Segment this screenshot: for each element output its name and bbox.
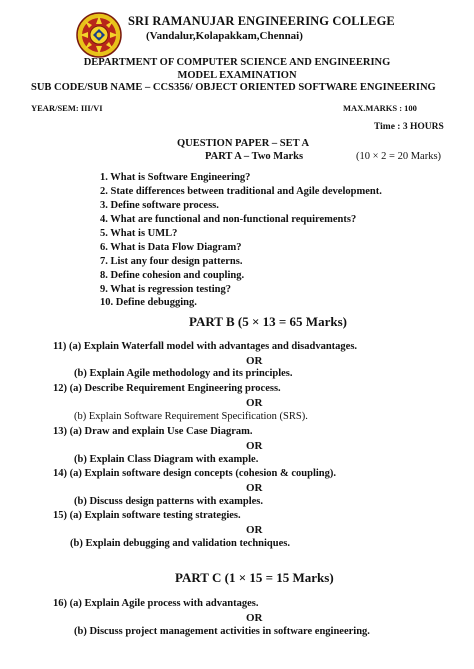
subject-line: SUB CODE/SUB NAME – CCS356/ OBJECT ORIENTED SOFTWARE ENGINEERING: [31, 82, 436, 93]
or-separator: OR: [246, 440, 263, 452]
college-address: (Vandalur,Kolapakkam,Chennai): [146, 30, 303, 42]
part-c-question: (b) Discuss project management activities in software engineering.: [74, 626, 370, 637]
college-logo: [76, 12, 122, 58]
exam-time: Time : 3 HOURS: [374, 122, 444, 132]
part-b-question: (b) Explain Software Requirement Specification (SRS).: [74, 411, 308, 422]
part-a-question: 5. What is UML?: [100, 228, 178, 239]
part-a-question: 8. Define cohesion and coupling.: [100, 270, 245, 281]
department-title: DEPARTMENT OF COMPUTER SCIENCE AND ENGINEERING: [83, 57, 391, 68]
question-paper-set: QUESTION PAPER – SET A: [177, 138, 310, 149]
or-separator: OR: [246, 612, 263, 624]
part-b-question: 11) (a) Explain Waterfall model with advantages and disadvantages.: [53, 341, 358, 352]
part-a-question: 4. What are functional and non-functional requirements?: [100, 214, 357, 225]
part-b-question: 12) (a) Describe Requirement Engineering process.: [53, 383, 281, 394]
max-marks: MAX.MARKS : 100: [343, 103, 417, 113]
part-c-title: PART C (1 × 15 = 15 Marks): [175, 570, 334, 585]
part-a-question: 2. State differences between traditional and Agile development.: [100, 186, 382, 197]
part-a-question: 6. What is Data Flow Diagram?: [100, 242, 242, 253]
part-b-question: (b) Explain debugging and validation techniques.: [70, 538, 290, 549]
exam-title: MODEL EXAMINATION: [177, 70, 297, 81]
part-b-question: 13) (a) Draw and explain Use Case Diagram.: [53, 426, 253, 437]
part-a-question: 10. Define debugging.: [100, 297, 197, 308]
part-b-question: 14) (a) Explain software design concepts (cohesion & coupling).: [53, 468, 337, 479]
or-separator: OR: [246, 397, 263, 409]
part-a-title: PART A – Two Marks: [205, 151, 304, 162]
part-b-question: (b) Explain Class Diagram with example.: [74, 454, 259, 465]
college-name: SRI RAMANUJAR ENGINEERING COLLEGE: [128, 14, 395, 28]
part-a-marks: (10 × 2 = 20 Marks): [356, 151, 442, 162]
or-separator: OR: [246, 482, 263, 494]
part-b-question: 15) (a) Explain software testing strategies.: [53, 510, 241, 521]
part-b-title: PART B (5 × 13 = 65 Marks): [189, 314, 347, 329]
or-separator: OR: [246, 524, 263, 536]
part-a-question: 7. List any four design patterns.: [100, 256, 243, 267]
part-a-question: 9. What is regression testing?: [100, 284, 231, 295]
year-sem: YEAR/SEM: III/VI: [31, 103, 103, 113]
part-b-question: (b) Discuss design patterns with examples.: [74, 496, 264, 507]
or-separator: OR: [246, 355, 263, 367]
part-a-question: 3. Define software process.: [100, 200, 219, 211]
part-a-question: 1. What is Software Engineering?: [100, 172, 251, 183]
part-b-question: (b) Explain Agile methodology and its principles.: [74, 368, 293, 379]
part-c-question: 16) (a) Explain Agile process with advantages.: [53, 598, 259, 609]
